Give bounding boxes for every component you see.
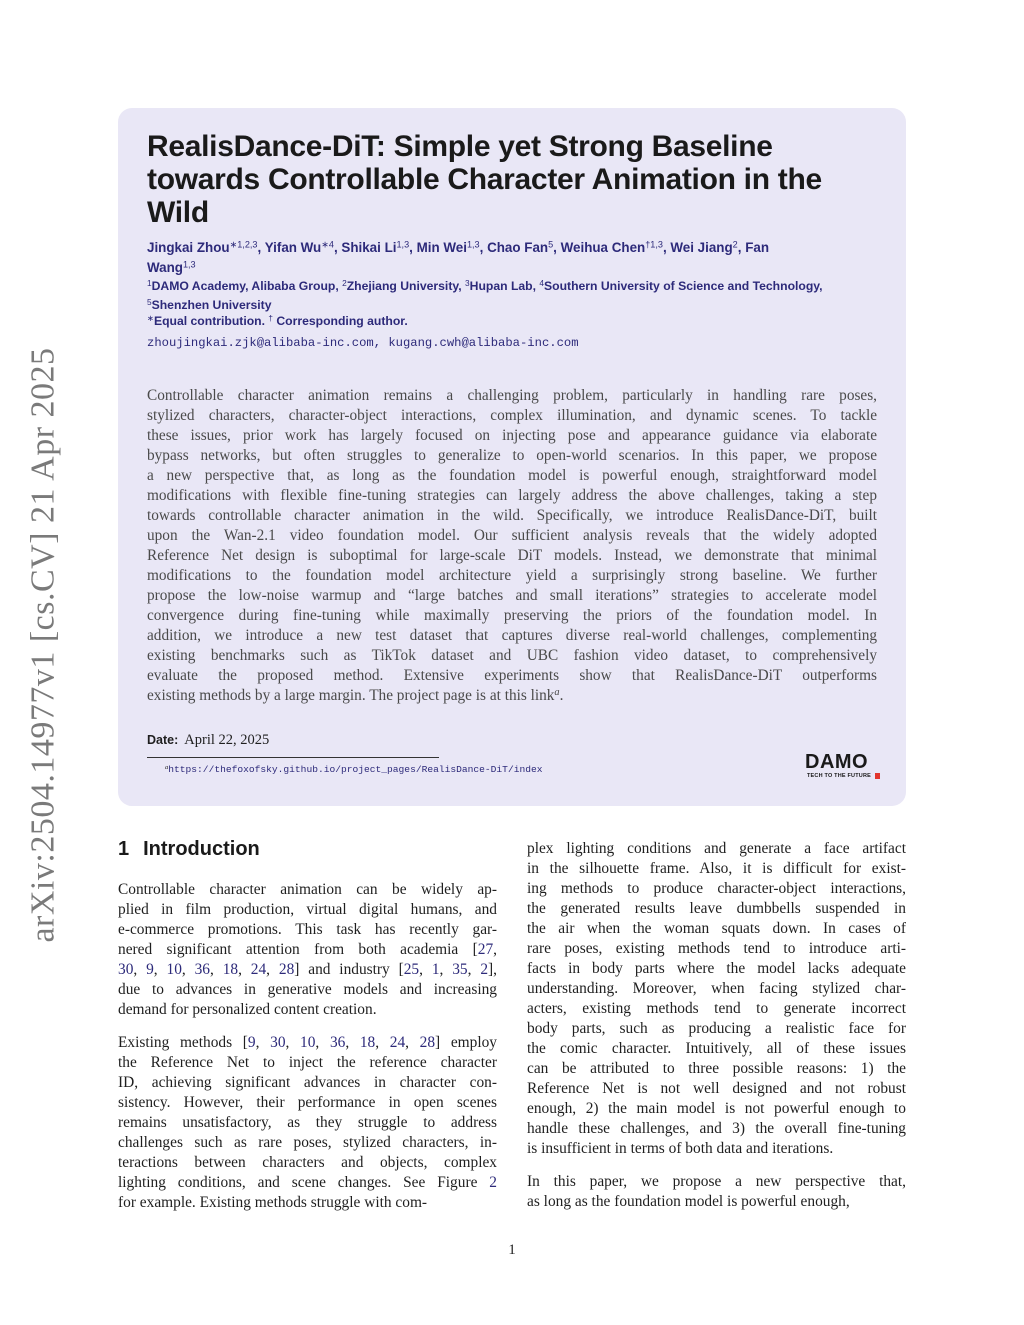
abstract-line: these issues, prior work has largely focused on injecting pose and appearance guidance via elaborate — [147, 427, 877, 444]
affiliation-mark: 2 — [342, 277, 347, 288]
section-title: Introduction — [143, 838, 260, 860]
citation-link[interactable]: 28 — [278, 961, 295, 978]
corresponding-mark: † — [268, 312, 273, 323]
text-line — [118, 980, 497, 1000]
text-line — [527, 899, 906, 919]
text-segment: the air when the woman squats down. In cases of — [527, 920, 906, 937]
author-name: Shikai Li — [341, 240, 397, 255]
text-segment: in the silhouette frame. Also, it is difficult for exist- — [527, 860, 906, 877]
text-segment: ] and industry [ — [294, 961, 404, 978]
text-segment: nered significant attention from both academia [ — [118, 941, 478, 958]
text-line — [527, 1099, 906, 1119]
abstract — [147, 386, 877, 706]
author-name: Jingkai Zhou — [147, 240, 230, 255]
author-name: Weihua Chen — [560, 240, 646, 255]
citation-link[interactable]: 27 — [477, 941, 494, 958]
text-line — [118, 1093, 497, 1113]
text-line — [527, 1059, 906, 1079]
text-segment: ID, achieving significant advances in character con- — [118, 1074, 497, 1091]
text-segment: , — [181, 961, 195, 978]
text-segment: plied in film production, virtual digital humans, and — [118, 901, 497, 918]
text-line — [118, 1173, 497, 1193]
text-segment: , — [153, 961, 167, 978]
date-value: April 22, 2025 — [184, 732, 270, 748]
separator: , — [737, 240, 746, 255]
text-segment: remains unsatisfactory, as they struggle to address — [118, 1114, 497, 1131]
paragraph — [527, 1172, 906, 1212]
author-marks: 2 — [732, 239, 738, 250]
citation-link[interactable]: 10 — [166, 961, 182, 978]
author-list — [147, 238, 882, 278]
citation-link[interactable]: 9 — [247, 1034, 256, 1051]
citation-link[interactable]: 2 — [480, 961, 489, 978]
text-segment: , — [315, 1034, 330, 1051]
abstract-line: a new perspective that, as long as the foundation model is powerful enough, straightforward model — [147, 467, 877, 484]
text-line — [527, 959, 906, 979]
affiliation-name: Hupan Lab, — [469, 279, 540, 293]
text-segment: , — [419, 961, 432, 978]
text-segment: , — [285, 1034, 301, 1051]
text-segment: rare poses, existing methods tend to introduce arti- — [527, 940, 906, 957]
author-name: Wang — [147, 260, 183, 275]
logo-wordmark: DAMO — [805, 751, 869, 773]
text-line — [118, 1053, 497, 1073]
text-line — [118, 1153, 497, 1173]
text-segment: , — [255, 1034, 271, 1051]
title-line: RealisDance-DiT: Simple yet Strong Baseline — [147, 130, 773, 163]
text-line — [527, 879, 906, 899]
text-line — [118, 1073, 497, 1093]
text-segment: ing methods to produce character-object interactions, — [527, 880, 906, 897]
text-segment: , — [238, 961, 251, 978]
text-line — [118, 920, 497, 940]
title-line: towards Controllable Character Animation in the — [147, 163, 822, 196]
text-segment: , — [405, 1034, 420, 1051]
author-name: Wei Jiang — [670, 240, 733, 255]
text-line — [527, 859, 906, 879]
text-line — [527, 1172, 906, 1192]
footnote-rule — [147, 757, 439, 758]
text-line — [527, 839, 906, 859]
abstract-line: bypass networks, but often struggles to generalize to open-world scenarios. In this paper, we propose — [147, 447, 877, 464]
author-marks: 1,3 — [396, 239, 410, 250]
corresponding-author-text: Corresponding author. — [272, 314, 408, 328]
affiliation-line — [147, 296, 887, 315]
separator: , — [479, 240, 488, 255]
paragraph — [118, 880, 497, 1020]
abstract-line: convergence during fine-tuning while maximally preserving the priors of the foundation model. In — [147, 607, 877, 624]
text-segment: ] employ — [435, 1034, 497, 1051]
abstract-end: . — [559, 687, 564, 704]
author-line — [147, 258, 882, 278]
author-marks: 5 — [548, 239, 554, 250]
text-segment: can be attributed to three possible reasons: 1) the — [527, 1060, 906, 1077]
abstract-line: addition, we introduce a new test dataset that captures diverse real-world challenges, complementing — [147, 627, 877, 644]
citation-link[interactable]: 24 — [250, 961, 267, 978]
abstract-line: evaluate the proposed method. Extensive experiments show that RealisDance-DiT outperforms — [147, 667, 877, 684]
text-segment: enough, 2) the main model is not powerful enough to — [527, 1100, 906, 1117]
text-segment: , — [439, 961, 453, 978]
section-heading — [118, 838, 260, 861]
text-line — [118, 1033, 497, 1053]
citation-link[interactable]: 2 — [489, 1174, 497, 1191]
text-segment: teractions between characters and objects, complex — [118, 1154, 497, 1171]
section-number: 1 — [118, 838, 130, 860]
text-line — [527, 1139, 906, 1159]
abstract-line: modifications to the foundation model architecture yield a surprisingly strong baseline. We further — [147, 567, 877, 584]
abstract-line: existing benchmarks such as TikTok dataset and UBC fashion video dataset, to comprehensively — [147, 647, 877, 664]
citation-link[interactable]: 30 — [270, 1034, 286, 1051]
text-line — [118, 1113, 497, 1133]
text-segment: the Reference Net to inject the reference character — [118, 1054, 497, 1071]
text-line — [118, 880, 497, 900]
abstract-line: modifications with flexible fine-tuning strategies can largely address the above challenges, taking a step — [147, 487, 877, 504]
affiliation-mark: 1 — [147, 277, 152, 288]
right-column — [527, 839, 906, 1225]
abstract-line: propose the low-noise warmup and “large batches and small iterations” strategies to accelerate model — [147, 587, 877, 604]
citation-link[interactable]: 10 — [300, 1034, 316, 1051]
date-label: Date: — [147, 733, 179, 747]
citation-link[interactable]: 36 — [194, 961, 210, 978]
text-segment: Controllable character animation can be widely ap- — [118, 881, 497, 898]
text-line — [527, 1192, 906, 1212]
citation-link[interactable]: 28 — [419, 1034, 436, 1051]
text-segment: is insufficient in terms of both data and iterations. — [527, 1140, 834, 1157]
text-line — [118, 1000, 497, 1020]
text-line — [118, 1193, 497, 1213]
text-line — [527, 1039, 906, 1059]
author-marks: 1,3 — [466, 239, 480, 250]
separator: , — [662, 240, 671, 255]
affiliation-name: Southern University of Science and Technology, — [544, 279, 823, 293]
text-segment: handle these challenges, and 3) the overall fine-tuning — [527, 1120, 906, 1137]
contribution-note — [147, 314, 408, 328]
footnote-mark: a — [165, 763, 169, 771]
text-segment: for example. Existing methods struggle with com- — [118, 1194, 428, 1211]
abstract-footnote-mark: a — [554, 686, 560, 698]
text-segment: , — [467, 961, 481, 978]
paragraph — [118, 1033, 497, 1213]
text-segment: the comic character. Intuitively, all of these issues — [527, 1040, 906, 1057]
logo-tagline: TECH TO THE FUTURE — [807, 773, 871, 779]
text-line — [527, 919, 906, 939]
abstract-line: upon the Wan-2.1 video foundation model. Our sufficient analysis reveals that the widely adopted — [147, 527, 877, 544]
equal-mark: ∗ — [147, 312, 154, 323]
text-line — [527, 939, 906, 959]
text-line — [118, 900, 497, 920]
text-segment: , — [266, 961, 279, 978]
text-segment: ], — [488, 961, 498, 978]
text-line — [118, 960, 497, 980]
text-segment: sistency. However, their performance in open scenes — [118, 1094, 497, 1111]
equal-contribution-text: Equal contribution. — [153, 314, 269, 328]
project-page-link[interactable]: https://thefoxofsky.github.io/project_pages/RealisDance-DiT/index — [168, 764, 543, 775]
text-segment: as long as the foundation model is powerful enough, — [527, 1193, 850, 1210]
text-line — [527, 1019, 906, 1039]
text-segment: due to advances in generative models and increasing — [118, 981, 497, 998]
affiliations — [147, 277, 887, 314]
author-marks: ∗4 — [321, 239, 334, 250]
text-segment: , — [375, 1034, 390, 1051]
author-name: Yifan Wu — [264, 240, 322, 255]
author-name: Min Wei — [416, 240, 467, 255]
arxiv-identifier-text: arXiv:2504.14977v1 [cs.CV] 21 Apr 2025 — [25, 347, 62, 943]
text-segment: In this paper, we propose a new perspective that, — [527, 1173, 906, 1190]
text-line — [527, 979, 906, 999]
citation-link[interactable]: 30 — [118, 961, 134, 978]
citation-link[interactable]: 24 — [389, 1034, 406, 1051]
author-emails[interactable]: zhoujingkai.zjk@alibaba-inc.com, kugang.cwh@alibaba-inc.com — [147, 336, 579, 350]
abstract-line: towards controllable character animation in the wild. Specifically, we introduce RealisDance-DiT, built — [147, 507, 877, 524]
citation-link[interactable]: 9 — [146, 961, 154, 978]
text-segment: Existing methods [ — [118, 1034, 248, 1051]
separator: , — [409, 240, 417, 255]
text-segment: plex lighting conditions and generate a face artifact — [527, 840, 906, 857]
damo-logo — [805, 751, 881, 780]
text-segment: facts in body parts where the model lacks adequate — [527, 960, 906, 977]
text-segment: challenges such as rare poses, stylized characters, in- — [118, 1134, 497, 1151]
abstract-line: existing methods by a large margin. The project page is at this link$^a$. — [147, 686, 564, 704]
text-line — [527, 1119, 906, 1139]
affiliation-mark: 4 — [539, 277, 544, 288]
text-line — [527, 1079, 906, 1099]
abstract-line: Controllable character animation remains a challenging problem, particularly in handling rare poses, — [147, 387, 877, 404]
affiliation-name: DAMO Academy, Alibaba Group, — [151, 279, 343, 293]
author-marks: 1,3 — [182, 259, 196, 270]
author-line — [147, 238, 882, 258]
text-line — [527, 999, 906, 1019]
citation-link[interactable]: 18 — [359, 1034, 376, 1051]
affiliation-mark: 3 — [465, 277, 470, 288]
publication-date — [147, 732, 269, 749]
citation-link[interactable]: 1 — [431, 961, 440, 978]
affiliation-mark: 5 — [147, 296, 152, 307]
text-segment: Reference Net is not well designed and not robust — [527, 1080, 906, 1097]
author-name: Chao Fan — [487, 240, 549, 255]
title-line: Wild — [147, 196, 209, 229]
author-name: Fan — [745, 240, 769, 255]
text-segment: lighting conditions, and scene changes. See Figure — [118, 1174, 490, 1191]
text-line — [118, 1133, 497, 1153]
footnote — [165, 764, 542, 775]
citation-link[interactable]: 25 — [403, 961, 420, 978]
author-marks: †1,3 — [645, 239, 663, 250]
author-marks: ∗1,2,3 — [229, 239, 258, 250]
citation-link[interactable]: 18 — [222, 961, 239, 978]
separator: , — [553, 240, 561, 255]
text-segment: the generated results leave dumbbells suspended in — [527, 900, 906, 917]
citation-link[interactable]: 35 — [452, 961, 468, 978]
arxiv-identifier — [20, 347, 68, 943]
separator: , — [333, 240, 342, 255]
left-column — [118, 880, 497, 1226]
page-number: 1 — [508, 1242, 516, 1258]
paper-title — [147, 130, 877, 229]
logo-accent-mark — [875, 773, 880, 779]
text-segment: e-commerce promotions. This task has recently gar- — [118, 921, 497, 938]
paragraph — [527, 839, 906, 1159]
separator: , — [257, 240, 265, 255]
text-segment: , — [493, 941, 497, 958]
affiliation-name: Zhejiang University, — [346, 279, 466, 293]
abstract-line: stylized characters, character-object interactions, complex illumination, and dynamic scenes. To tackle — [147, 407, 877, 424]
abstract-line: Reference Net design is suboptimal for large-scale DiT models. Instead, we demonstrate that minimal — [147, 547, 877, 564]
text-segment: demand for personalized content creation. — [118, 1001, 377, 1018]
text-segment: understanding. Moreover, when facing stylized char- — [527, 980, 906, 997]
citation-link[interactable]: 36 — [329, 1034, 346, 1051]
text-segment: , — [209, 961, 223, 978]
text-line — [118, 940, 497, 960]
text-segment: , — [345, 1034, 360, 1051]
text-segment: body parts, such as producing a realistic face for — [527, 1020, 906, 1037]
affiliation-name: Shenzhen University — [151, 297, 272, 312]
affiliation-line — [147, 277, 887, 296]
text-segment: acters, existing methods tend to generate incorrect — [527, 1000, 906, 1017]
text-segment: , — [133, 961, 147, 978]
